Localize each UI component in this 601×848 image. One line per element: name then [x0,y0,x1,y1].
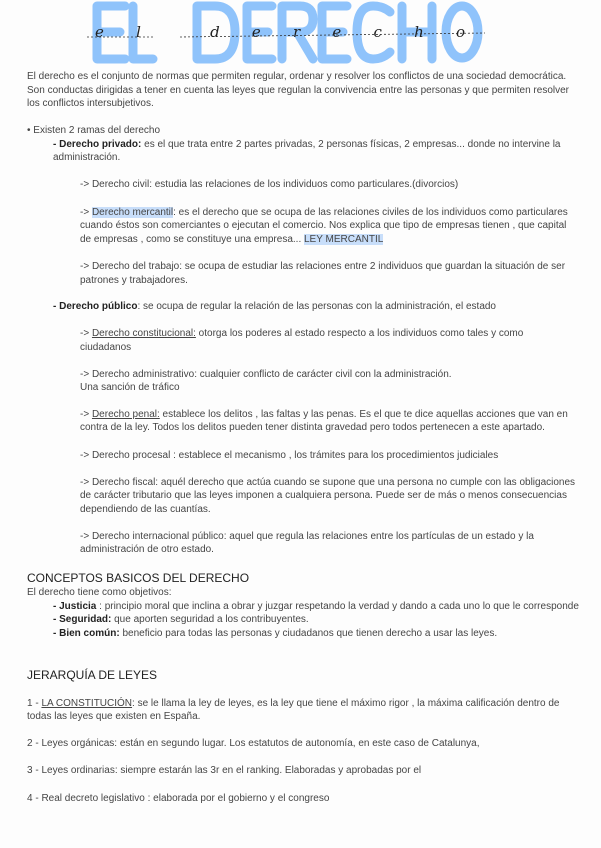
title-cursive: el derecho [95,23,465,41]
rest: : principio moral que inclina a obrar y juzgar respetando la verdad y dando a cada uno lo que le corresponde [96,601,579,612]
rest: otorga los poderes al estado respecto a los individuos como tales y como [195,328,524,339]
derecho-internacional-cont: administración de otro estado. [80,544,214,555]
derecho-trabajo-cont: patrones y trabajadores. [80,275,188,286]
derecho-mercantil-cont [80,234,383,246]
derecho-fiscal: -> Derecho fiscal: aquél derecho que actúa cuando se supone que una persona no cumple con las obligaciones [80,477,576,488]
highlight: Derecho mercantil [91,207,174,218]
rest: beneficio para todas las personas y ciudadanos que tienen derecho a usar las leyes. [119,628,498,639]
jerarquia-item: 3 - Leyes ordinarias: siempre estarán las 3r en el ranking. Elaboradas y aprobadas por el [27,765,422,776]
rest: : se ocupa de regular la relación de las personas con la administración, el estado [137,301,496,312]
arrow: -> [80,409,92,420]
intro-line: los conflictos intersubjetivos. [27,98,154,109]
jerarquia-item: 2 - Leyes orgánicas: están en segundo lugar. Los estatutos de autonomía, en este caso de Catalunya, [27,738,480,749]
lead: - Bien común: [53,628,120,639]
jerarquia-item-cont: todas las leyes que existen en España. [27,711,201,722]
derecho-privado-cont: administración. [53,152,121,163]
derecho-penal [80,409,568,421]
concepto-item [53,628,497,640]
conceptos-heading: CONCEPTOS BASICOS DEL DERECHO [27,571,250,585]
rest: establece los delitos , las faltas y las penas. Es el que te dice aquellas acciones que van en [159,409,568,420]
num: 1 - [27,698,42,709]
rest: : es el derecho que se ocupa de las relaciones civiles de los individuos como particulares [173,207,568,218]
lead: - Justicia [53,601,97,612]
derecho-fiscal-cont: de carácter tributario que las leyes imponen a cualquiera persona. Puede ser de más o menos consecuencias [80,490,567,501]
arrow: -> [80,328,92,339]
rest: : se le llama la ley de leyes, es la ley que tiene el máximo rigor , la máxima calificación dentro de [132,698,560,709]
derecho-administrativo-cont: Una sanción de tráfico [80,382,180,393]
derecho-trabajo: -> Derecho del trabajo: se ocupa de estudiar las relaciones entre 2 individuos que guardan la situación de ser [80,261,566,272]
title-handwriting [85,0,505,74]
text: de empresas , como se constituye una empresa... [80,234,304,245]
derecho-fiscal-cont: dependiendo de las cuantías. [80,504,211,515]
lead: Derecho penal: [91,409,160,420]
derecho-publico [53,301,496,313]
conceptos-intro: El derecho tiene como objetivos: [27,587,172,598]
jerarquia-heading: JERARQUÍA DE LEYES [27,668,158,682]
intro-line: Son conductas dirigidas a tener en cuenta las leyes que regulan la convivencia entre las personas y que permiten resolver [27,85,569,96]
concepto-item [53,601,579,613]
arrow: -> [80,207,92,218]
rest: que aporten seguridad a los contribuyentes. [111,614,309,625]
derecho-constitucional [80,328,523,340]
jerarquia-item: 4 - Real decreto legislativo : elaborada por el gobierno y el congreso [27,793,330,804]
derecho-constitucional-cont: ciudadanos [80,342,132,353]
rest: es el que trata entre 2 partes privadas, 2 personas físicas, 2 empresas... donde no intervine la [141,139,561,150]
derecho-civil: -> Derecho civil: estudia las relaciones de los individuos como particulares.(divorcios) [80,179,459,190]
derecho-mercantil [80,207,568,219]
intro-line: El derecho es el conjunto de normas que permiten regular, ordenar y resolver los conflictos de una sociedad democrática. [27,71,567,82]
lead: Derecho constitucional: [91,328,196,339]
lead: - Seguridad: [53,614,112,625]
derecho-mercantil-cont: cuando éstos son comerciantes o ejecutan el comercio. Nos explica que tipo de empresas tienen , que capital [80,220,567,231]
derecho-internacional: -> Derecho internacional público: aquel que regula las relaciones entre los partículas de un estado y la [80,531,534,542]
jerarquia-item [27,698,559,710]
concepto-item [53,614,309,626]
lead: LA CONSTITUCIÓN [41,698,133,709]
lead: - Derecho privado: [53,139,142,150]
derecho-penal-cont: contra de la ley. Todos los delitos pueden tener distinta gravedad pero todos pertenecen a este apartado. [80,422,545,433]
derecho-procesal: -> Derecho procesal : establece el mecanismo , los trámites para los procedimientos judiciales [80,450,499,461]
derecho-administrativo: -> Derecho administrativo: cualquier conflicto de carácter civil con la administración. [80,369,452,380]
lead: - Derecho público [53,301,138,312]
derecho-privado [53,139,561,151]
ramas-bullet: • Existen 2 ramas del derecho [27,125,161,136]
ley-mercantil-highlight: LEY MERCANTIL [304,234,384,245]
